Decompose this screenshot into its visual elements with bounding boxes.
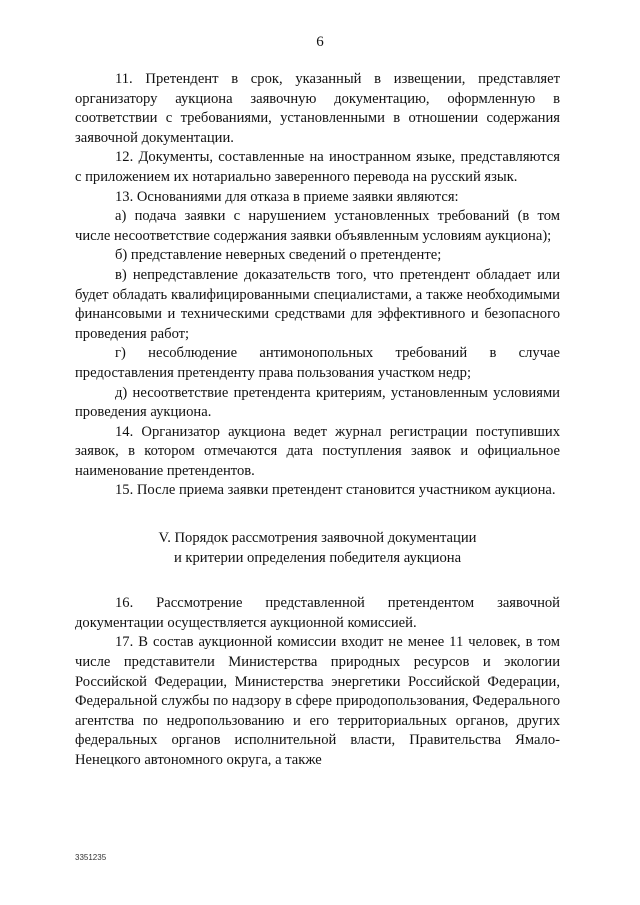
paragraph-16: 16. Рассмотрение представленной претендентом заявочной документации осуществляется аукционной комиссией. [75, 595, 560, 631]
section-heading-line-2: и критерии определения победителя аукциона [173, 549, 462, 566]
page-number: 6 [316, 34, 324, 50]
paragraph-13b: б) представление неверных сведений о претенденте; [115, 247, 442, 264]
paragraph-13: 13. Основаниями для отказа в приеме заявки являются: [115, 188, 459, 205]
paragraph-12: 12. Документы, составленные на иностранном языке, представляются с приложением их нотариально заверенного перевода на русский язык. [75, 149, 560, 185]
paragraph-13v: в) непредставление доказательств того, что претендент обладает или будет обладать квалифицированными специалистами, а также необходимыми финансовыми и техническими средствами для эффективного и безопасного проведения работ; [75, 266, 560, 342]
paragraph-17: 17. В состав аукционной комиссии входит не менее 11 человек, в том числе представители Министерства природных ресурсов и экологии Российской Федерации, Министерства энергетики Российской Федерации, Федеральной службы по надзору в сфере природопользования, Федерального агентства по недропользованию и его территориальных органов, других федеральных органов исполнительной власти, Правительства Ямало-Ненецкого автономного округа, а также [75, 634, 560, 768]
document-code: 3351235 [75, 853, 107, 862]
section-heading [75, 529, 560, 568]
paragraph-14: 14. Организатор аукциона ведет журнал регистрации поступивших заявок, в котором отмечаются дата поступления заявок и официальное наименование претендентов. [75, 423, 560, 479]
paragraph-13g: г) несоблюдение антимонопольных требований в случае предоставления претенденту права пользования участком недр; [75, 345, 560, 381]
paragraph-11: 11. Претендент в срок, указанный в извещении, представляет организатору аукциона заявочную документацию, оформленную в соответствии с требованиями, установленными в отношении содержания заявочной документации. [75, 71, 560, 146]
document-body [75, 70, 560, 771]
paragraph-13d: д) несоответствие претендента критериям, установленным условиями проведения аукциона. [75, 384, 560, 421]
section-heading-line-1: V. Порядок рассмотрения заявочной документации [158, 530, 477, 547]
paragraph-13a: а) подача заявки с нарушением установленных требований (в том числе несоответствие содержания заявки объявленным условиям аукциона); [75, 208, 560, 244]
paragraph-15: 15. После приема заявки претендент становится участником аукциона. [115, 482, 556, 499]
